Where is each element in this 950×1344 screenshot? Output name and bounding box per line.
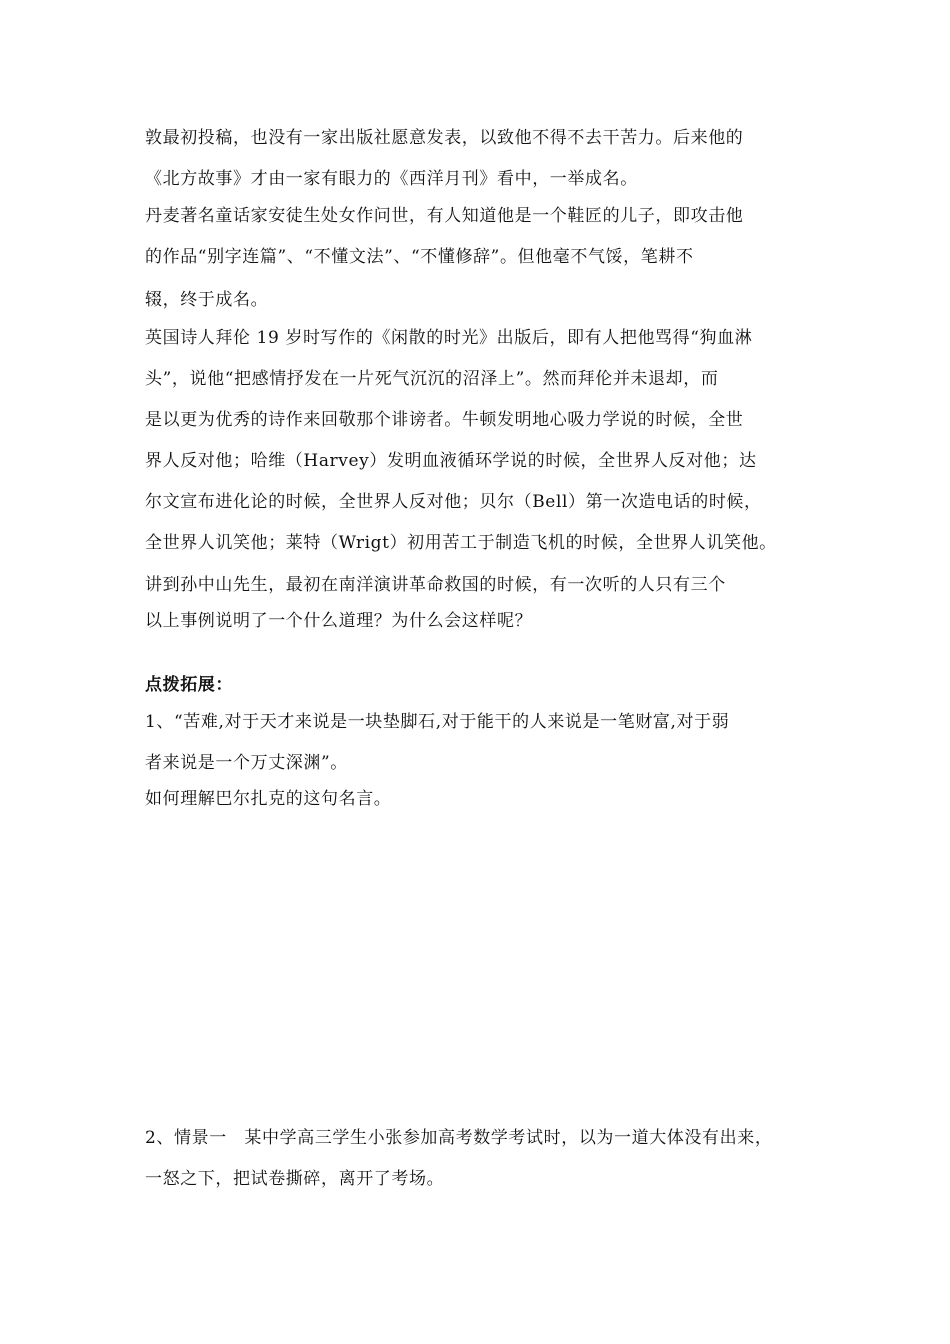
section-heading: 点拨拓展：: [145, 675, 233, 695]
text-line: 如何理解巴尔扎克的这句名言。: [145, 789, 392, 809]
text-line: 丹麦著名童话家安徒生处女作问世，有人知道他是一个鞋匠的儿子，即攻击他: [145, 206, 744, 226]
text-line: 头”，说他“把感情抒发在一片死气沉沉的沼泽上”。然而拜伦并未退却，而: [145, 369, 719, 389]
text-line: 界人反对他；哈维（Harvey）发明血液循环学说的时候，全世界人反对他；达: [145, 451, 757, 471]
text-line: 尔文宣布进化论的时候，全世界人反对他；贝尔（Bell）第一次造电话的时候，: [145, 492, 762, 512]
text-line: 《北方故事》才由一家有眼力的《西洋月刊》看中，一举成名。: [145, 169, 638, 189]
text-line: 者来说是一个万丈深渊”。: [145, 753, 348, 773]
text-line: 全世界人讥笑他；莱特（Wrigt）初用苦工于制造飞机的时候，全世界人讥笑他。: [145, 533, 777, 553]
text-line: 辍，终于成名。: [145, 290, 269, 310]
text-line: 2、情景一 某中学高三学生小张参加高考数学考试时，以为一道大体没有出来，: [145, 1128, 773, 1148]
text-line: 讲到孙中山先生，最初在南洋演讲革命救国的时候，有一次听的人只有三个: [145, 575, 726, 595]
text-line: 以上事例说明了一个什么道理？为什么会这样呢？: [145, 611, 533, 631]
text-line: 一怒之下，把试卷撕碎，离开了考场。: [145, 1169, 445, 1189]
text-line: 1、“苦难,对于天才来说是一块垫脚石,对于能干的人来说是一笔财富,对于弱: [145, 712, 730, 732]
text-line: 敦最初投稿，也没有一家出版社愿意发表，以致他不得不去干苦力。后来他的: [145, 128, 744, 148]
text-line: 英国诗人拜伦 19 岁时写作的《闲散的时光》出版后，即有人把他骂得“狗血淋: [145, 328, 753, 348]
text-line: 是以更为优秀的诗作来回敬那个诽谤者。牛顿发明地心吸力学说的时候，全世: [145, 410, 744, 430]
text-line: 的作品“别字连篇”、“不懂文法”、“不懂修辞”。但他毫不气馁，笔耕不: [145, 247, 694, 267]
